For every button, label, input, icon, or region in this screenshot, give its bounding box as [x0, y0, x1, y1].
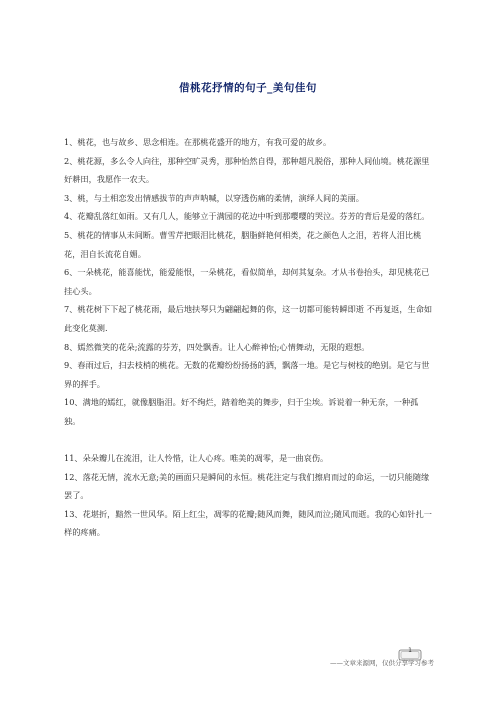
section-gap — [64, 431, 434, 450]
page-number-badge — [398, 646, 422, 658]
paragraph: 6、一朵桃花，能喜能忧，能爱能恨，一朵桃花，看似简单，却何其复杂。才从书卷抬头，却见桃花已挂心头。 — [64, 267, 430, 296]
paragraph: 1、桃花，也与故乡、思念相连。在那桃花盛开的地方，有我可爱的故乡。 — [64, 137, 332, 147]
paragraph: 4、花瓣乱落红如雨。又有几人，能够立于满园的花边中听到那嘤嘤的哭泣。芬芳的背后是爱的落红。 — [64, 211, 430, 222]
footer-note: ——文章来源网，仅供分享学习参考 — [330, 659, 434, 667]
paragraph: 7、桃花树下下起了桃花雨，最后地扶琴只为翩翩起舞的你，这一切都可能转瞬即逝 不再复返，生命如此变化莫测. — [64, 304, 433, 333]
paragraph: 11、朵朵瓣儿在流泪，让人怜惜，让人心疼。唯美的凋零，是一曲哀伤。 — [64, 453, 329, 464]
paragraph: 5、桃花的情事从未间断。曹雪芹把眼泪比桃花，胭脂鲜艳何相类，花之颜色人之泪，若将人泪比桃花，泪自长流花自媚。 — [64, 229, 422, 259]
paragraph: 13、花堪折，黯然一世风华。陌上红尘，凋零的花瓣;随风而舞，随风而泣;随风而逝。我的心如针扎一样的疼痛。 — [64, 508, 432, 538]
paragraph: 9、春雨过后，扫去枝梢的桃花。无数的花瓣纷纷扬扬的洒，飘落一地。是它与树枝的绝别。是它与世界的挥手。 — [64, 360, 430, 389]
document-title: 借桃花抒情的句子_美句佳句 — [179, 82, 317, 94]
page-number: 1 — [408, 647, 412, 654]
paragraph-list — [64, 133, 434, 542]
paragraph: 12、落花无情，流水无意;美的画面只是瞬间的永恒。桃花注定与我们擦肩而过的命运，一切只能随缘罢了。 — [64, 471, 430, 501]
paragraph: 10、满地的嫣红，就像胭脂泪。好不绚烂，踏着绝美的舞步，归于尘埃。诉说着一种无奈，一种孤独。 — [64, 397, 419, 426]
paragraph: 2、桃花源，多么令人向往，那种空旷灵秀，那种怡然自得，那种超凡脱俗，那种人间仙境。桃花源里好耕田，我愿作一农夫。 — [64, 155, 430, 185]
paragraph: 3、桃，与土相恋发出情感拔节的声声呐喊，以穿透伤痛的柔情，演绎人间的美丽。 — [64, 192, 364, 203]
paragraph: 8、嫣然微笑的花朵;流露的芬芳，四处飘香。让人心醉神怡;心情舞动，无限的遐想。 — [64, 341, 370, 352]
